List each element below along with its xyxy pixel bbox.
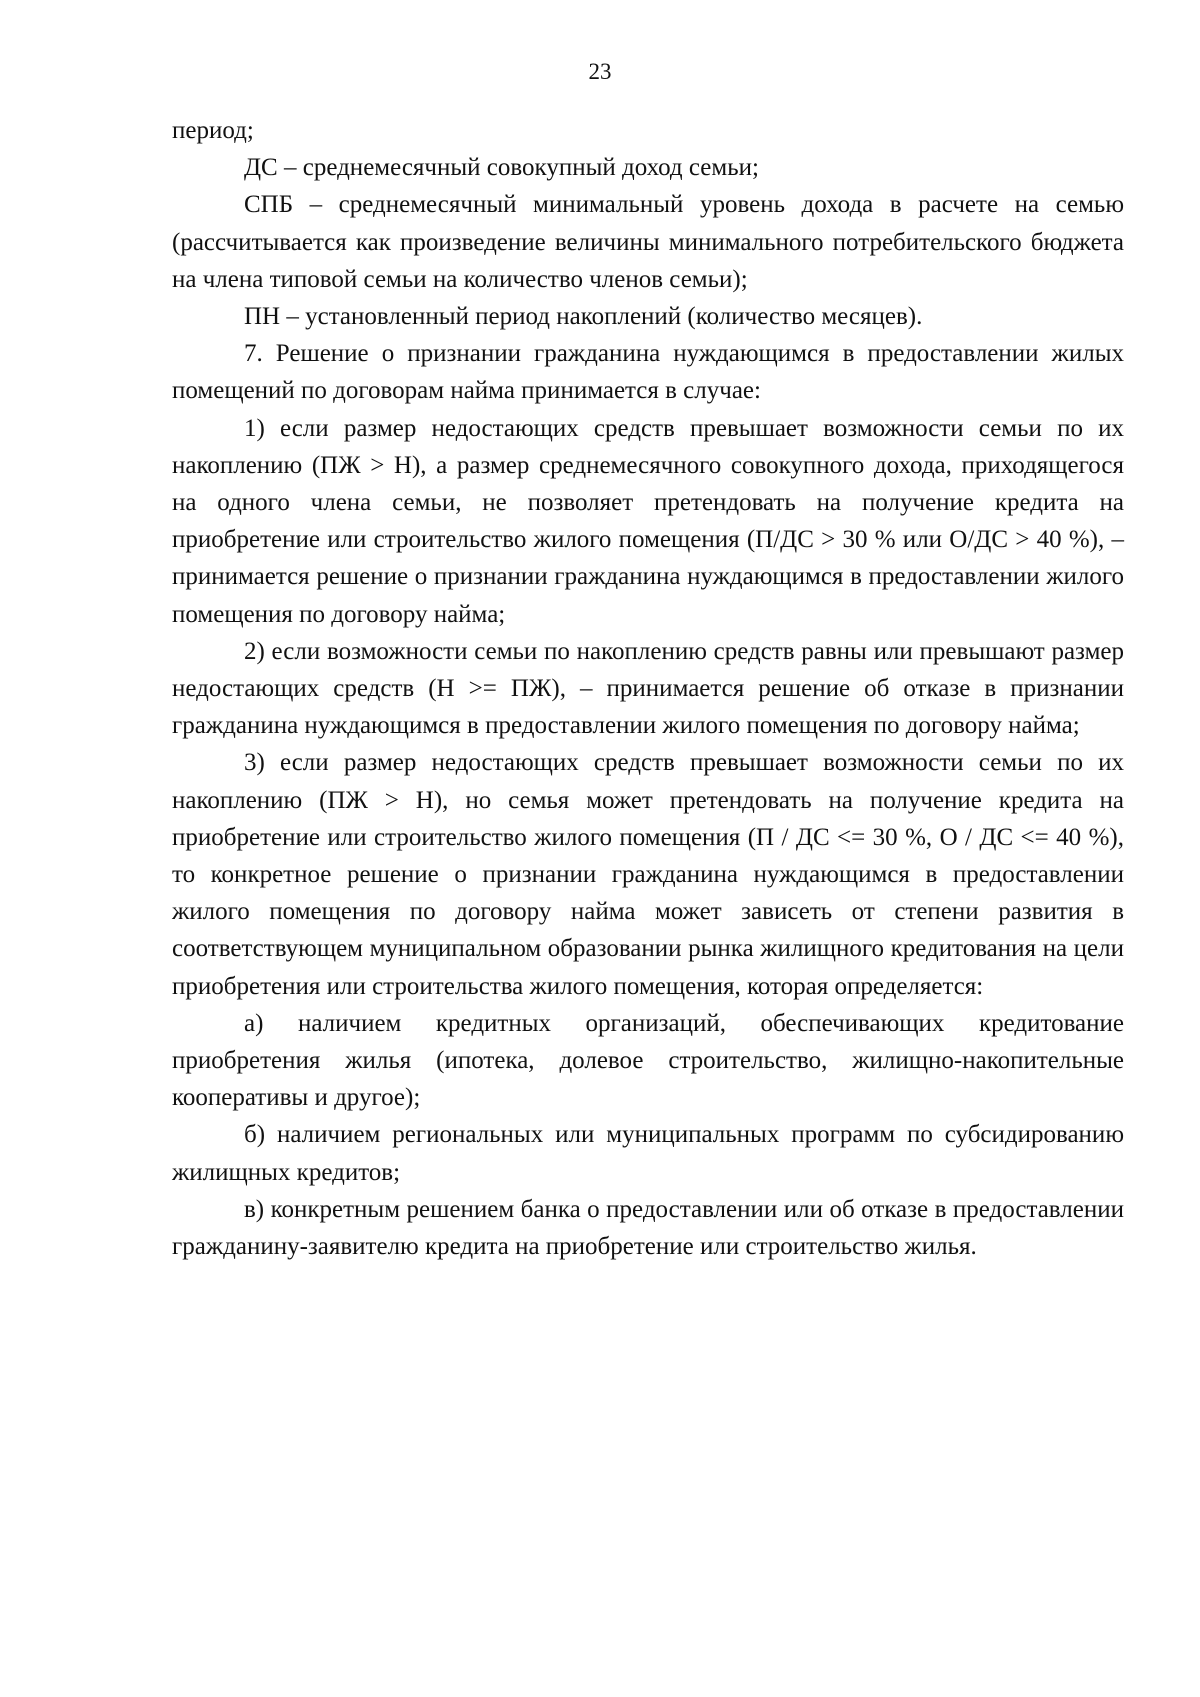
paragraph-case-2: 2) если возможности семьи по накоплению средств равны или превышают размер недостающих средств (Н >= ПЖ), – принимается решение об отказе в признании гражданина нуждающимся в предоставлении жилого помещения по договору найма;	[172, 637, 1124, 740]
paragraph-subitem-b: б) наличием региональных или муниципальных программ по субсидированию жилищных кредитов;	[172, 1121, 1124, 1186]
paragraph-subitem-a: а) наличием кредитных организаций, обеспечивающих кредитование приобретения жилья (ипотека, долевое строительство, жилищно-накопительные кооперативы и другое);	[172, 1009, 1124, 1112]
page-number: 23	[588, 59, 612, 84]
paragraph-case-3: 3) если размер недостающих средств превышает возможности семьи по их накоплению (ПЖ > Н), но семья может претендовать на получение кредита на приобретение или строительство жилого помещения (П / ДС <= 30 %, О / ДС <= 40 %), то конкретное решение о признании гражданина нуждающимся в предоставлении жилого помещения по договору найма может зависеть от степени развития в соответствующем муниципальном образовании рынка жилищного кредитования на цели приобретения или строительства жилого помещения, которая определяется:	[172, 749, 1124, 1000]
paragraph-ds-definition: ДС – среднемесячный совокупный доход семьи;	[244, 154, 759, 182]
paragraph-spb-definition: СПБ – среднемесячный минимальный уровень дохода в расчете на семью (рассчитывается как произведение величины минимального потребительского бюджета на члена типовой семьи на количество членов семьи);	[172, 191, 1124, 293]
paragraph-case-1: 1) если размер недостающих средств превышает возможности семьи по их накоплению (ПЖ > Н), а размер среднемесячного совокупного дохода, приходящегося на одного члена семьи, не позволяет претендовать на получение кредита на приобретение или строительство жилого помещения (П/ДС > 30 % или О/ДС > 40 %), – принимается решение о признании гражданина нуждающимся в предоставлении жилого помещения по договору найма;	[172, 414, 1124, 628]
paragraph-pn-definition: ПН – установленный период накоплений (количество месяцев).	[244, 303, 923, 331]
document-body	[172, 112, 1124, 1265]
paragraph-subitem-v: в) конкретным решением банка о предоставлении или об отказе в предоставлении гражданину-заявителю кредита на приобретение или строительство жилья.	[172, 1195, 1124, 1261]
paragraph-item-7: 7. Решение о признании гражданина нуждающимся в предоставлении жилых помещений по договорам найма принимается в случае:	[172, 340, 1124, 405]
paragraph-period-continuation: период;	[172, 117, 254, 144]
